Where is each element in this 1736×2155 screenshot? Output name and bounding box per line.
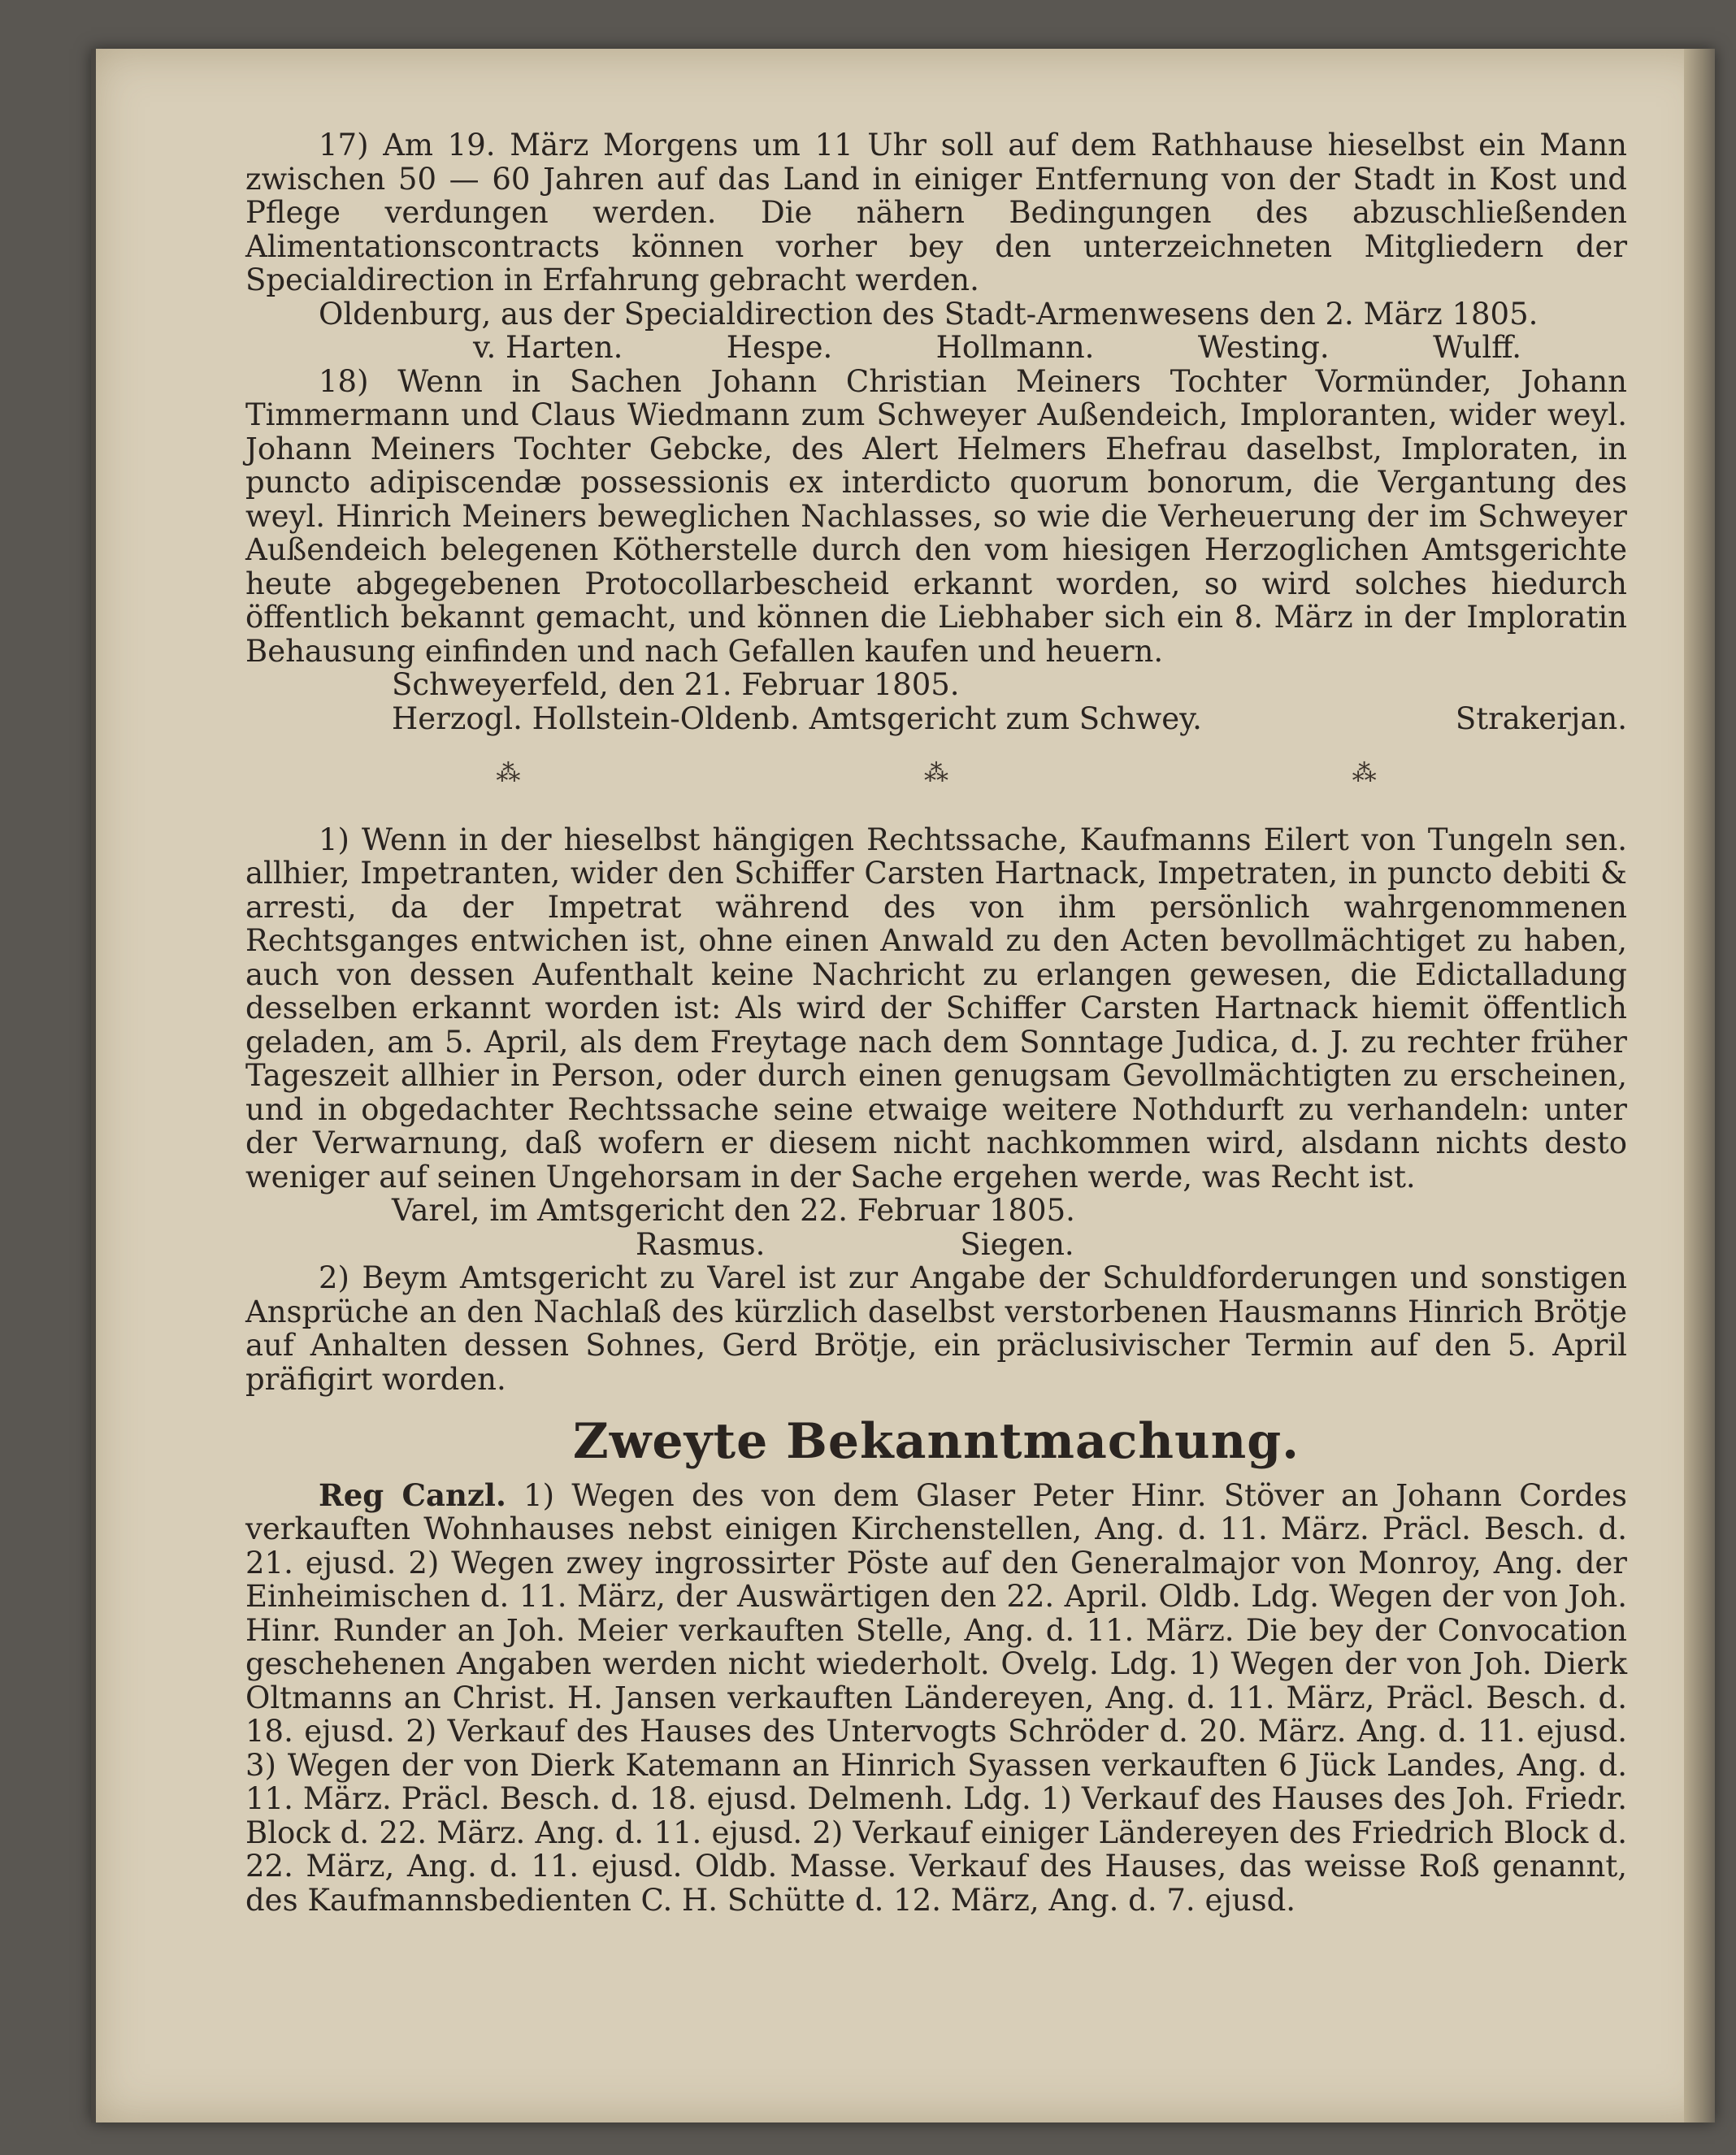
notice-18-place-date: Schweyerfeld, den 21. Februar 1805. xyxy=(392,667,960,702)
asterism-ornament: ⁂ xyxy=(496,759,521,787)
section-heading: Zweyte Bekanntmachung. xyxy=(572,1413,1300,1470)
signer: Rasmus. xyxy=(636,1226,766,1262)
signer: Hollmann. xyxy=(935,330,1095,365)
court-name: Herzogl. Hollstein-Oldenb. Amtsgericht zum Schwey. xyxy=(392,700,1202,736)
signer: Strakerjan. xyxy=(1455,700,1627,736)
notice-17-place-date: Oldenburg, aus der Specialdirection des Stadt-Armenwesens den 2. März 1805. xyxy=(319,296,1539,332)
signer: Siegen. xyxy=(960,1226,1074,1262)
ornament-divider xyxy=(245,735,1627,823)
book-spine xyxy=(1684,49,1715,2122)
page-left-edge xyxy=(91,49,96,2122)
signer: Hespe. xyxy=(726,330,833,365)
notice-varel-1: 1) Wenn in der hieselbst hängigen Rechtssache, Kaufmanns Eilert von Tungeln sen. allhier, Impetranten, wider den Schiffer Carsten Hartnack, Impetraten, in puncto debiti & arresti, da der Impetrat während des von ihm persönlich wahrgenommenen Rechtsganges entwichen ist, ohne einen Anwald zu den Acten bevollmächtiget zu haben, auch von dessen Aufenthalt keine Nachricht zu erlangen gewesen, die Edictalladung desselben erkannt worden ist: Als wird der Schiffer Carsten Hartnack hiemit öffentlich geladen, am 5. April, als dem Freytage nach dem Sonntage Judica, d. J. zu rechter früher Tageszeit allhier in Person, oder durch einen genugsam Gevollmächtigten zu erscheinen, und in obgedachter Rechtssache seine etwaige weitere Nothdurft zu verhandeln: unter der Verwarnung, daß wofern er diesem nicht nachkommen wird, alsdann nichts desto weniger auf seinen Ungehorsam in der Sache ergehen werde, was Recht ist. xyxy=(245,822,1627,1195)
signer: Wulff. xyxy=(1433,330,1521,365)
registry-text: 1) Wegen des von dem Glaser Peter Hinr. Stöver an Johann Cordes verkauften Wohnhauses nebst einigen Kirchenstellen, Ang. d. 11. März. Präcl. Besch. d. 21. ejusd. 2) Wegen zwey ingrossirter Pöste auf den Generalmajor von Monroy, Ang. der Einheimischen d. 11. März, der Auswärtigen den 22. April. Oldb. Ldg. Wegen der von Joh. Hinr. Runder an Joh. Meier verkauften Stelle, Ang. d. 11. März. Die bey der Convocation geschehenen Angaben werden nicht wiederholt. Ovelg. Ldg. 1) Wegen der von Joh. Dierk Oltmanns an Christ. H. Jansen verkauften Ländereyen, Ang. d. 11. März, Präcl. Besch. d. 18. ejusd. 2) Verkauf des Hauses des Untervogts Schröder d. 20. März. Ang. d. 11. ejusd. 3) Wegen der von Dierk Katemann an Hinrich Syassen verkauften 6 Jück Landes, Ang. d. 11. März. Präcl. Besch. d. 18. ejusd. Delmenh. Ldg. 1) Verkauf des Hauses des Joh. Friedr. Block d. 22. März. Ang. d. 11. ejusd. 2) Verkauf einiger Ländereyen des Friedrich Block d. 22. März, Ang. d. 11. ejusd. Oldb. Masse. Verkauf des Hauses, das weisse Roß genannt, des Kaufmannsbedienten C. H. Schütte d. 12. März, Ang. d. 7. ejusd. xyxy=(245,1477,1627,1918)
signer: v. Harten. xyxy=(473,330,623,365)
registry-lead: Reg Canzl. xyxy=(319,1476,506,1513)
page-content xyxy=(245,128,1627,1917)
notice-18-footer xyxy=(245,702,1627,736)
notice-17: 17) Am 19. März Morgens um 11 Uhr soll auf dem Rathhause hieselbst ein Mann zwischen 50 — 60 Jahren auf das Land in einiger Entfernung von der Stadt in Kost und Pflege verdungen werden. Die nähern Bedingungen des abzuschließenden Alimentationscontracts können vorher bey den unterzeichneten Mitgliedern der Specialdirection in Erfahrung gebracht werden. xyxy=(245,128,1627,297)
notice-varel-1-place-date: Varel, im Amtsgericht den 22. Februar 1805. xyxy=(392,1193,1075,1228)
asterism-ornament: ⁂ xyxy=(1352,759,1377,787)
notice-registry xyxy=(245,1476,1627,1918)
notice-varel-2: 2) Beym Amtsgericht zu Varel ist zur Angabe der Schuldforderungen und sonstigen Ansprüche an den Nachlaß des kürzlich daselbst verstorbenen Hausmanns Hinrich Brötje auf Anhalten dessen Sohnes, Gerd Brötje, ein präclusivischer Termin auf den 5. April präfigirt worden. xyxy=(245,1260,1627,1397)
notice-17-signers xyxy=(245,331,1627,365)
signer: Westing. xyxy=(1197,330,1330,365)
notice-18: 18) Wenn in Sachen Johann Christian Meiners Tochter Vormünder, Johann Timmermann und Claus Wiedmann zum Schweyer Außendeich, Imploranten, wider weyl. Johann Meiners Tochter Gebcke, des Alert Helmers Ehefrau daselbst, Imploraten, in puncto adipiscendæ possessionis ex interdicto quorum bonorum, die Vergantung des weyl. Hinrich Meiners beweglichen Nachlasses, so wie die Verheuerung der im Schweyer Außendeich belegenen Kötherstelle durch den vom hiesigen Herzoglichen Amtsgerichte heute abgegebenen Protocollarbescheid erkannt worden, so wird solches hiedurch öffentlich bekannt gemacht, und können die Liebhaber sich ein 8. März in der Imploratin Behausung einfinden und nach Gefallen kaufen und heuern. xyxy=(245,363,1627,669)
asterism-ornament: ⁂ xyxy=(923,759,948,787)
notice-varel-1-signers xyxy=(245,1228,1627,1262)
scanned-page xyxy=(91,49,1715,2122)
